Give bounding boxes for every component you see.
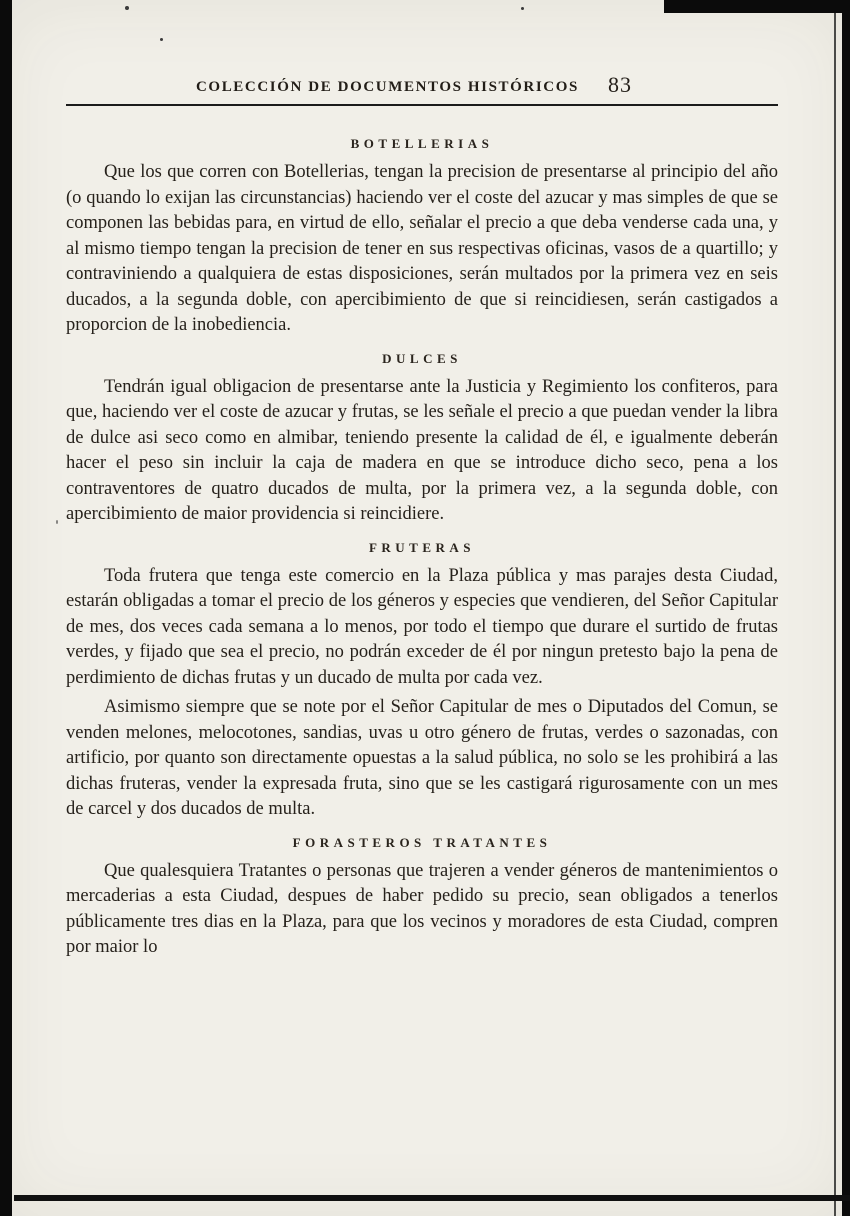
running-title: COLECCIÓN DE DOCUMENTOS HISTÓRICOS bbox=[196, 79, 579, 95]
scan-speck bbox=[56, 520, 58, 524]
paragraph: Tendrán igual obligacion de presentarse ante la Justicia y Regimiento los confiteros, para que, haciendo ver el coste de azucar y frutas, se les señale el precio a que puedan vender la libra de dulce asi seco como en almibar, teniendo presente la calidad de él, e igualmente deberán hacer el peso sin incluir la caja de madera en que se introduce dicho seco, pena a los contraventores de quatro ducados de multa, por la primera vez, a la segunda doble, con apercibimiento de maior providencia si reincidiere. bbox=[66, 376, 778, 524]
page-header bbox=[66, 72, 778, 100]
section-heading: FORASTEROS TRATANTES bbox=[292, 834, 552, 850]
section-heading: DULCES bbox=[382, 350, 462, 366]
scan-speck bbox=[125, 6, 129, 10]
scan-speck bbox=[160, 38, 163, 41]
section-forasteros-tratantes bbox=[66, 835, 778, 961]
section-heading: BOTELLERIAS bbox=[350, 136, 494, 151]
scan-bar-top-right bbox=[664, 0, 850, 13]
section-heading: FRUTERAS bbox=[368, 539, 476, 555]
section-fruteras bbox=[66, 540, 778, 823]
header-rule bbox=[66, 104, 778, 106]
scan-edge-right bbox=[842, 0, 850, 1216]
paragraph: Que qualesquiera Tratantes o personas que trajeren a vender géneros de mantenimientos o mercaderias a esta Ciudad, despues de haber pedido su precio, sean obligados a tenerlos públicamente tres dias en la Plaza, para que los vecinos y moradores de esta Ciudad, compren por maior lo bbox=[66, 860, 778, 957]
page-number: 83 bbox=[608, 72, 632, 97]
scan-speck bbox=[521, 7, 524, 10]
paragraph: Asimismo siempre que se note por el Señor Capitular de mes o Diputados del Comun, se venden melones, melocotones, sandias, uvas u otro género de frutas, verdes o sazonadas, con artificio, por quanto son directamente opuestas a la salud pública, no solo se les prohibirá a las dichas fruteras, vender la expresada fruta, sino que se les castigará rigurosamente con un mes de carcel y dos ducados de multa. bbox=[66, 697, 778, 819]
paragraph: Que los que corren con Botellerias, tengan la precision de presentarse al principio del año (o quando lo exijan las circunstancias) haciendo ver el coste del azucar y mas simples de que se componen las bebidas para, en virtud de ello, señalar el precio a que deba venderse cada una, y al mismo tiempo tengan la precision de tener en sus respectivas oficinas, vasos de a quartillo; y contraviniendo a qualquiera de estas disposiciones, serán multados por la primera vez en seis ducados, a la segunda doble, con apercibimiento de que si reincidiesen, serán castigados a proporcion de la inobediencia. bbox=[66, 162, 778, 335]
scan-edge-left bbox=[0, 0, 12, 1216]
page-content bbox=[66, 72, 778, 965]
scan-bar-bottom bbox=[14, 1195, 850, 1201]
paragraph: Toda frutera que tenga este comercio en la Plaza pública y mas parajes desta Ciudad, estarán obligadas a tomar el precio de los géneros y especies que vendieren, del Señor Capitular de mes, dos veces cada semana a lo menos, por todo el tiempo que durare el surtido de frutas verdes, y fijado que sea el precio, no podrán exceder de él por ningun pretesto bajo la pena de perdimiento de dichas frutas y un ducado de multa por cada vez. bbox=[66, 565, 778, 688]
section-botellerias bbox=[66, 136, 778, 339]
document-body bbox=[66, 136, 778, 961]
section-dulces bbox=[66, 351, 778, 528]
scan-crease-line bbox=[834, 0, 836, 1216]
